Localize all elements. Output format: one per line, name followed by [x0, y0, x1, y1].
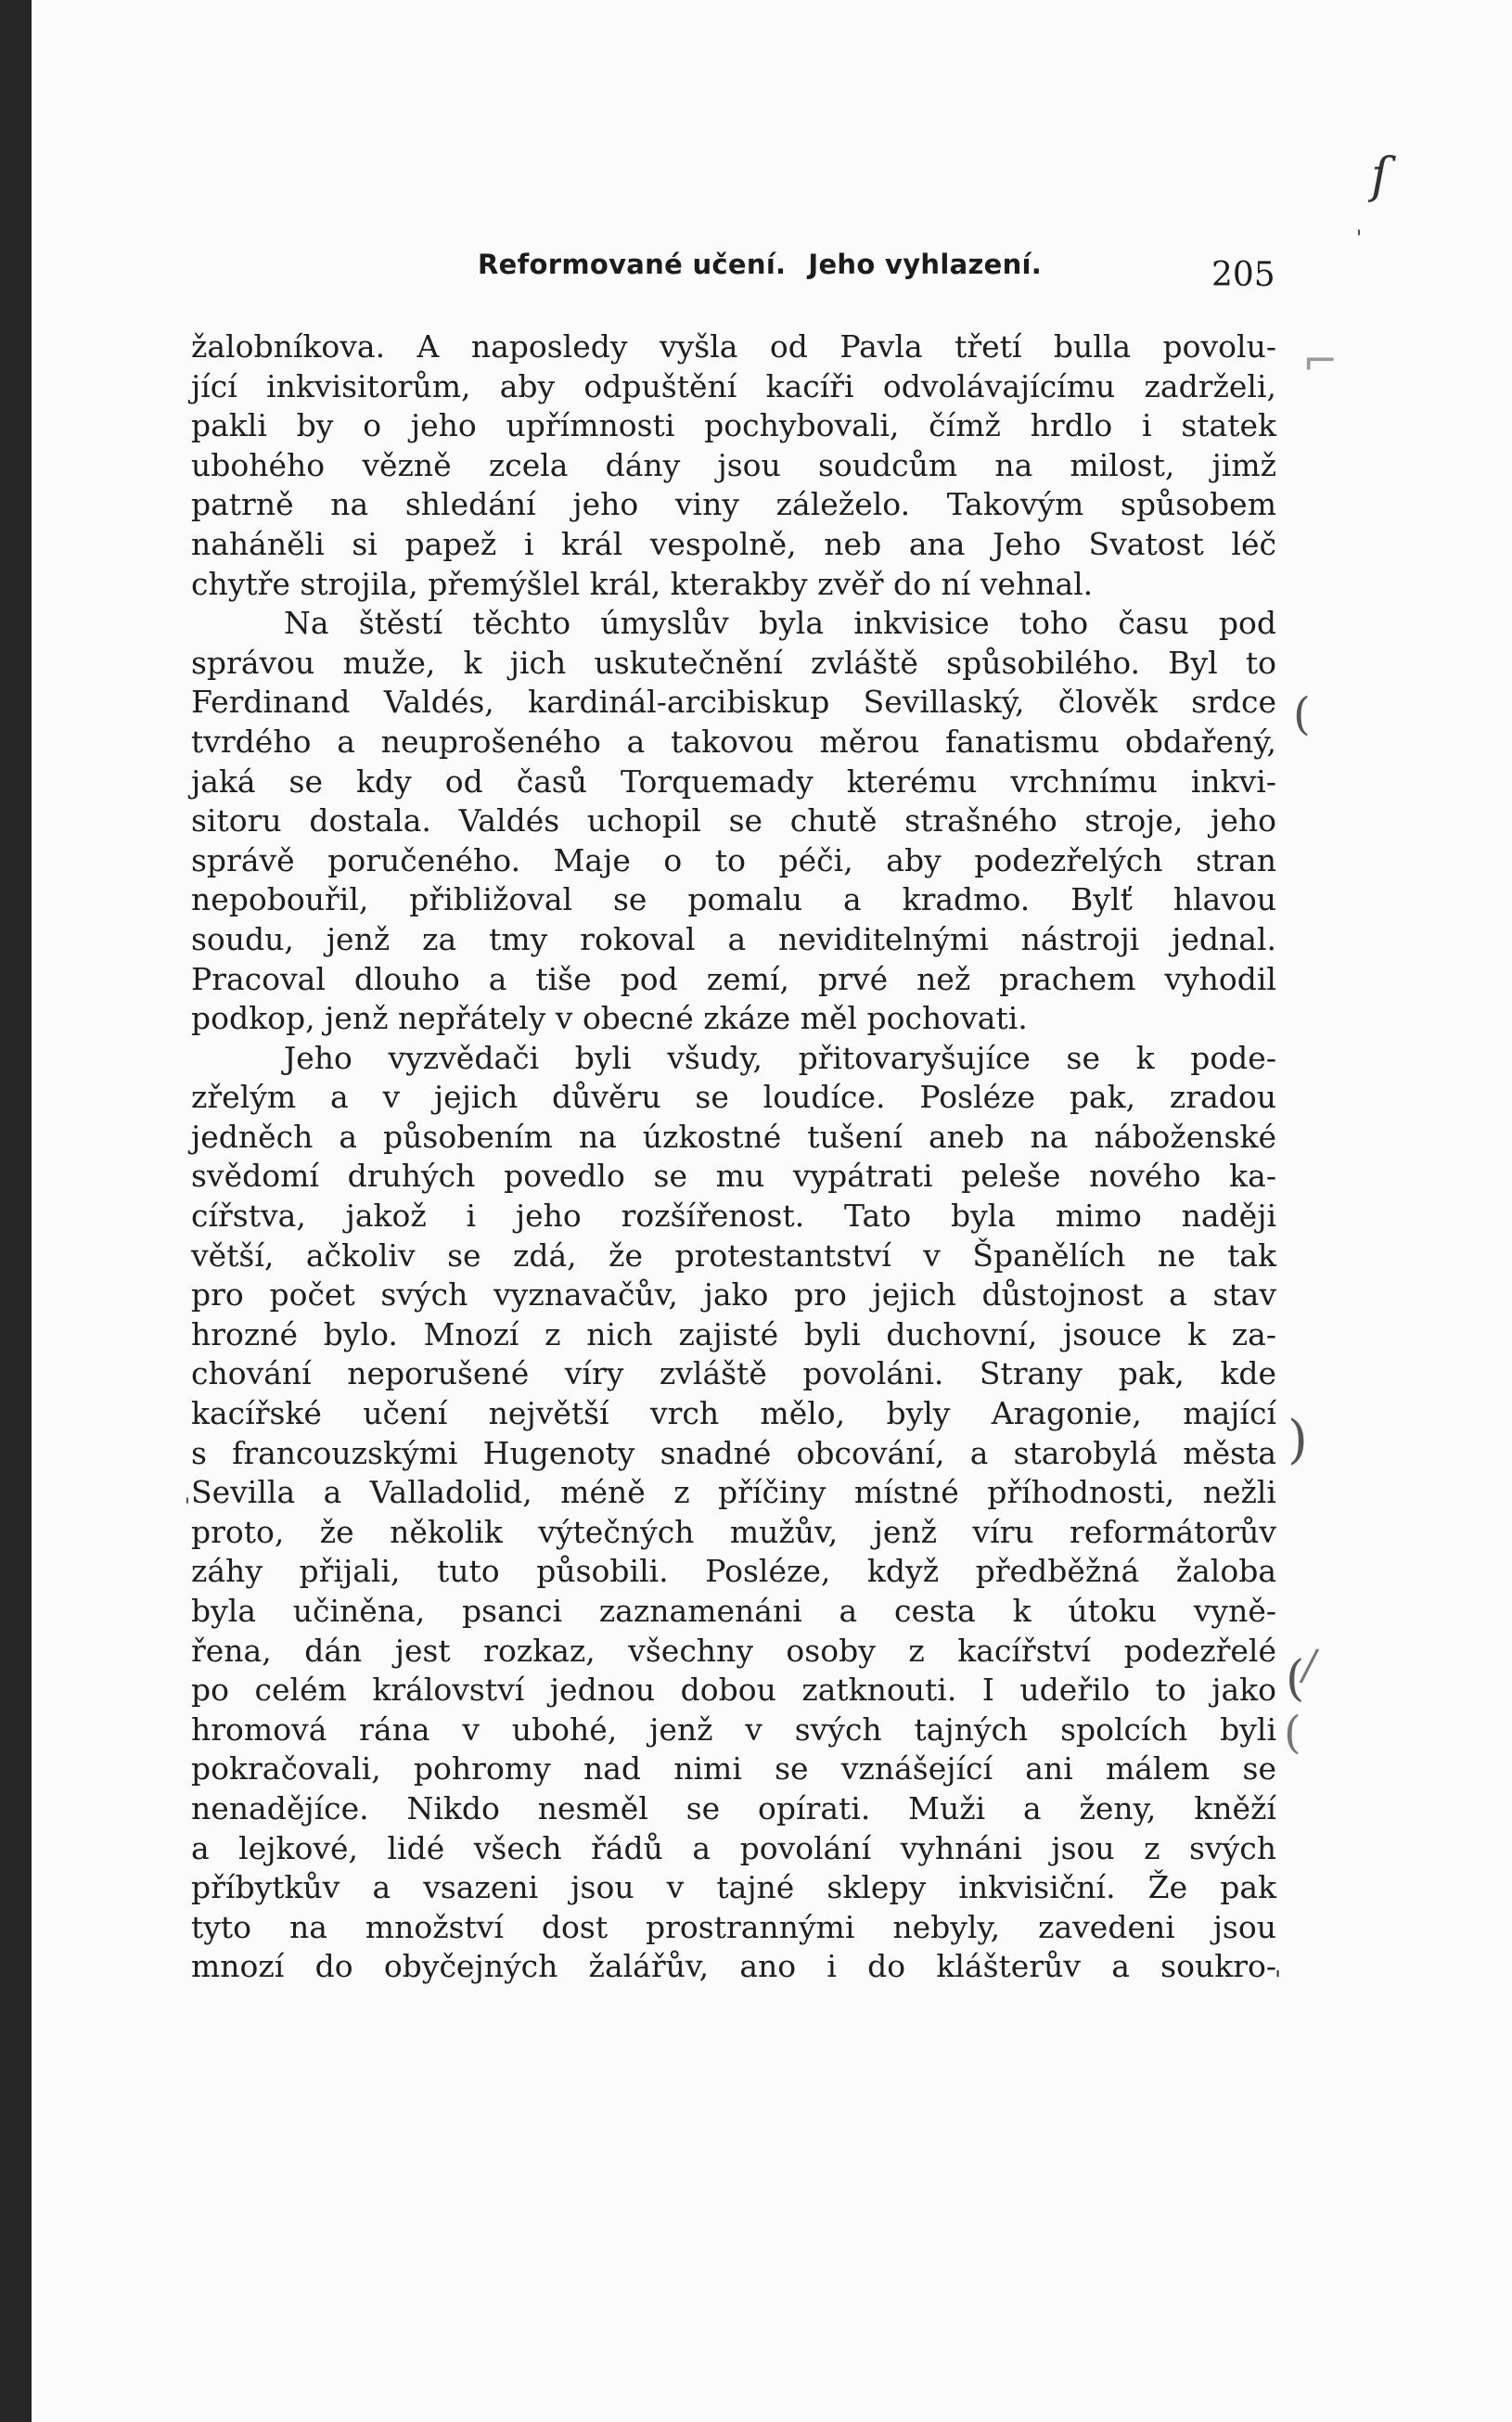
text-line: zřelým a v jejich důvěru se loudíce. Posléze pak, zradou	[191, 1079, 1276, 1116]
text-line: byla učiněna, psanci zaznamenáni a cesta k útoku vyně-	[191, 1593, 1276, 1629]
text-line: Jeho vyzvědači byli všudy, přitovaryšujíce se k pode-	[284, 1039, 1276, 1076]
text-line: Ferdinand Valdés, kardinál-arcibiskup Sevillaský, člověk srdce	[191, 684, 1276, 721]
text-line: žalobníkova. A naposledy vyšla od Pavla třetí bulla povolu-	[191, 328, 1276, 365]
text-line: po celém království jednou dobou zatknouti. I udeřilo to jako	[191, 1672, 1276, 1709]
header-section-title: Jeho vyhlazení.	[808, 249, 1043, 280]
text-line: patrně na shledání jeho viny záleželo. Takovým spůsobem	[191, 486, 1276, 523]
text-line: chytře strojila, přemýšlel král, kterakby zvěř do ní vehnal.	[191, 565, 1094, 602]
text-line: pro počet svých vyznavačův, jako pro jejich důstojnost a stav	[191, 1276, 1276, 1314]
text-line: jaká se kdy od časů Torquemady kterému vrchnímu inkvi-	[191, 762, 1276, 800]
margin-pencil-mark: '	[1275, 1967, 1282, 1994]
header-chapter-title: Reformované učení.	[478, 249, 787, 280]
text-line: svědomí druhých povedlo se mu vypátrati peleše nového ka-	[191, 1158, 1276, 1195]
text-line: správě poručeného. Maje o to péči, aby podezřelých stran	[191, 841, 1276, 878]
text-line: tvrdého a neuprošeného a takovou měrou fanatismu obdařený,	[191, 723, 1276, 760]
text-line: kacířské učení největší vrch mělo, byly Aragonie, mající	[191, 1395, 1276, 1432]
running-header	[478, 249, 1042, 280]
margin-pencil-mark: /	[1302, 1642, 1316, 1689]
text-line: příbytkův a vsazeni jsou v tajné sklepy inkvisiční. Že pak	[191, 1869, 1276, 1906]
text-line: Na štěstí těchto úmyslův byla inkvisice toho času pod	[284, 605, 1276, 642]
text-line: podkop, jenž nepřátely v obecné zkáze měl pochovati.	[191, 1000, 1028, 1037]
text-line: jící inkvisitorům, aby odpuštění kacíři odvolávajícímu zadrželi,	[191, 367, 1276, 404]
text-line: řena, dán jest rozkaz, všechny osoby z kacířství podezřelé	[191, 1632, 1276, 1669]
margin-pencil-mark: (	[1284, 1707, 1301, 1759]
text-line: tyto na množství dost prostrannými nebyly, zavedeni jsou	[191, 1908, 1276, 1945]
margin-pencil-mark: (	[1286, 1651, 1305, 1707]
text-line: nepobouřil, přibližoval se pomalu a kradmo. Bylť hlavou	[191, 881, 1276, 918]
margin-pencil-mark: '	[185, 1495, 191, 1519]
margin-pencil-mark: )	[1288, 1410, 1308, 1470]
text-line: větší, ačkoliv se zdá, že protestantství v Španělích ne tak	[191, 1237, 1276, 1274]
page-number: 205	[1211, 256, 1275, 294]
text-line: mnozí do obyčejných žalářův, ano i do klášterův a soukro-	[191, 1948, 1276, 1985]
margin-pencil-mark: (	[1293, 688, 1311, 740]
text-line: s francouzskými Hugenoty snadné obcování, a starobylá města	[191, 1434, 1276, 1471]
text-line: hromová rána v ubohé, jenž v svých tajných spolcích byli	[191, 1711, 1276, 1748]
text-line: sitoru dostala. Valdés uchopil se chutě strašného stroje, jeho	[191, 802, 1276, 839]
margin-pencil-mark: '	[1356, 227, 1363, 250]
text-line: pokračovali, pohromy nad nimi se vznášející ani málem se	[191, 1750, 1276, 1788]
text-line: cířstva, jakož i jeho rozšířenost. Tato byla mimo naději	[191, 1198, 1276, 1235]
margin-pencil-mark: ſ	[1371, 148, 1390, 204]
text-line: pakli by o jeho upřímnosti pochybovali, čímž hrdlo i statek	[191, 407, 1276, 444]
text-line: hrozné bylo. Mnozí z nich zajisté byli duchovní, jsouce k za-	[191, 1315, 1276, 1352]
text-line: záhy přijali, tuto působili. Posléze, když předběžná žaloba	[191, 1553, 1276, 1590]
text-line: jedněch a působením na úzkostné tušení aneb na náboženské	[191, 1118, 1276, 1155]
text-line: nenadějíce. Nikdo nesměl se opírati. Muži a ženy, kněží	[191, 1789, 1276, 1826]
body-text	[191, 327, 1276, 1987]
text-line: naháněli si papež i král vespolně, neb ana Jeho Svatost léč	[191, 525, 1276, 562]
text-line: soudu, jenž za tmy rokoval a neviditelnými nástroji jednal.	[191, 920, 1276, 957]
text-line: proto, že několik výtečných mužův, jenž víru reformátorův	[191, 1513, 1276, 1550]
text-line: správou muže, k jich uskutečnění zvláště spůsobilého. Byl to	[191, 644, 1276, 681]
text-line: a lejkové, lidé všech řádů a povolání vyhnáni jsou z svých	[191, 1829, 1276, 1866]
scan-binding-edge	[0, 0, 32, 2422]
margin-pencil-mark: ⌐	[1302, 336, 1339, 386]
text-line: ubohého vězně zcela dány jsou soudcům na milost, jimž	[191, 446, 1276, 483]
text-line: chování neporušené víry zvláště povoláni. Strany pak, kde	[191, 1355, 1276, 1392]
text-line: Pracoval dlouho a tiše pod zemí, prvé než prachem vyhodil	[191, 960, 1276, 997]
text-line: Sevilla a Valladolid, méně z příčiny místné příhodnosti, nežli	[191, 1474, 1276, 1511]
